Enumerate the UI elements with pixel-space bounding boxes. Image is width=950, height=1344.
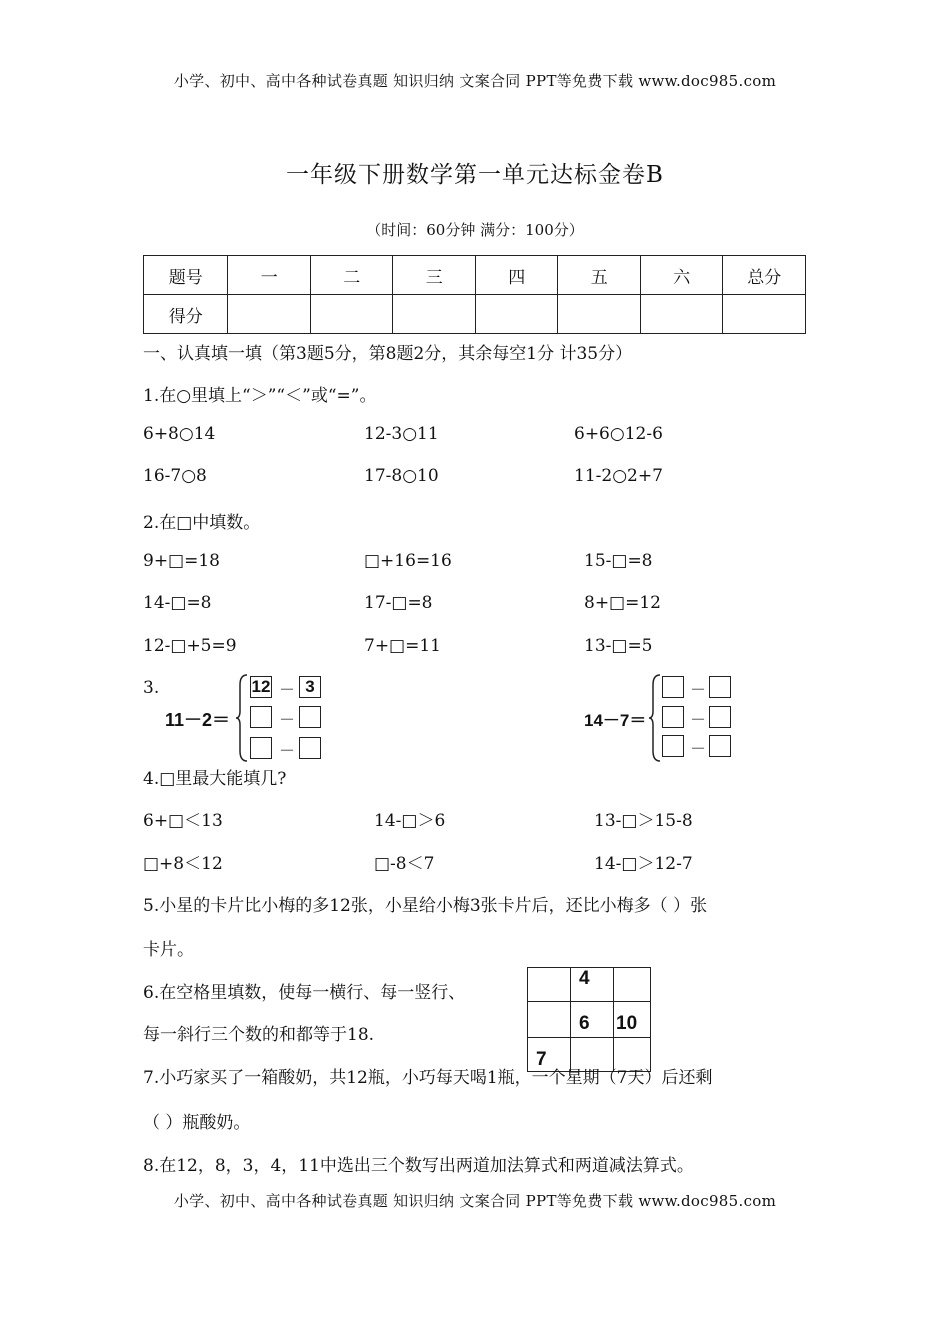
q6-text: 每一斜行三个数的和都等于18. xyxy=(143,1025,375,1045)
q2-item: 17-□=8 xyxy=(364,593,433,613)
q2-item: 13-□=5 xyxy=(584,636,653,656)
grid-cell[interactable] xyxy=(528,1002,571,1038)
q3-left-expression: 11－2＝ xyxy=(165,710,231,730)
q3-dash: － xyxy=(690,712,707,729)
q3-answer-box[interactable] xyxy=(662,706,684,728)
q3-answer-box[interactable] xyxy=(709,735,731,757)
q3-given-box: 12 xyxy=(251,677,271,696)
q4-item: □+8＜12 xyxy=(143,854,223,874)
score-cell[interactable] xyxy=(640,295,723,334)
q3-dash: － xyxy=(690,682,707,699)
score-cell[interactable] xyxy=(393,295,476,334)
q2-item: 15-□=8 xyxy=(584,551,653,571)
q1-item: 17-8○10 xyxy=(364,466,439,486)
q4-item: 6+□＜13 xyxy=(143,811,223,831)
q3-answer-box[interactable] xyxy=(662,735,684,757)
grid-cell[interactable] xyxy=(528,968,571,1002)
score-header-cell: 六 xyxy=(640,256,723,295)
q3-dash: － xyxy=(279,682,296,699)
q3-answer-box[interactable] xyxy=(250,737,272,759)
score-table xyxy=(143,255,806,334)
grid-cell[interactable] xyxy=(614,968,651,1002)
q1-item: 6+8○14 xyxy=(143,424,216,444)
q2-item: □+16=16 xyxy=(364,551,452,571)
page-footer: 小学、初中、高中各种试卷真题 知识归纳 文案合同 PPT等免费下载 www.doc985.com xyxy=(173,1192,777,1210)
q1-item: 11-2○2+7 xyxy=(574,466,663,486)
score-table-score-row xyxy=(144,295,806,334)
grid-cell: 6 xyxy=(571,1002,614,1038)
score-table-header-row xyxy=(144,256,806,295)
q6-text: 6.在空格里填数，使每一横行、每一竖行、 xyxy=(143,983,466,1003)
q1-item: 6+6○12-6 xyxy=(574,424,663,444)
q1-item: 12-3○11 xyxy=(364,424,439,444)
q2-prompt: 2.在□中填数。 xyxy=(143,513,261,533)
q3-answer-box[interactable] xyxy=(709,676,731,698)
q3-answer-box[interactable] xyxy=(299,706,321,728)
page-title: 一年级下册数学第一单元达标金卷B xyxy=(286,162,664,188)
score-header-cell: 五 xyxy=(558,256,641,295)
q3-label: 3. xyxy=(143,678,160,698)
q3-given-box: 3 xyxy=(299,676,321,698)
q2-item: 7+□=11 xyxy=(364,636,441,656)
q3-answer-box[interactable] xyxy=(709,706,731,728)
q3-answer-box[interactable] xyxy=(662,676,684,698)
magic-square-grid xyxy=(527,967,651,1072)
q2-item: 8+□=12 xyxy=(584,593,661,613)
q4-item: 13-□＞15-8 xyxy=(594,811,693,831)
q3-dash: － xyxy=(279,712,296,729)
grid-cell: 4 xyxy=(571,968,614,1002)
score-header-cell: 三 xyxy=(393,256,476,295)
grid-cell: 10 xyxy=(614,1002,651,1038)
score-header-cell: 总分 xyxy=(723,256,806,295)
q2-item: 14-□=8 xyxy=(143,593,212,613)
q5-text: 卡片。 xyxy=(143,940,194,960)
score-row-label: 得分 xyxy=(144,295,228,334)
score-cell[interactable] xyxy=(723,295,806,334)
q1-prompt: 1.在○里填上“＞”“＜”或“=”。 xyxy=(143,386,377,406)
q3-dash: － xyxy=(279,743,296,760)
q1-item: 16-7○8 xyxy=(143,466,207,486)
score-cell[interactable] xyxy=(558,295,641,334)
left-brace-icon xyxy=(235,673,249,763)
score-header-cell: 二 xyxy=(310,256,393,295)
q4-item: 14-□＞6 xyxy=(374,811,446,831)
q2-item: 9+□=18 xyxy=(143,551,220,571)
q7-text: （ ）瓶酸奶。 xyxy=(143,1113,251,1133)
q5-text: 5.小星的卡片比小梅的多12张，小星给小梅3张卡片后，还比小梅多（ ）张 xyxy=(143,896,708,916)
q3-answer-box[interactable] xyxy=(299,737,321,759)
score-cell[interactable] xyxy=(228,295,311,334)
q2-item: 12-□+5=9 xyxy=(143,636,237,656)
score-header-cell: 一 xyxy=(228,256,311,295)
score-cell[interactable] xyxy=(475,295,558,334)
q8-text: 8.在12，8，3，4，11中选出三个数写出两道加法算式和两道减法算式。 xyxy=(143,1156,694,1176)
q3-dash: － xyxy=(690,741,707,758)
q4-item: □-8＜7 xyxy=(374,854,435,874)
page-header: 小学、初中、高中各种试卷真题 知识归纳 文案合同 PPT等免费下载 www.doc985.com xyxy=(173,72,777,90)
q7-text: 7.小巧家买了一箱酸奶，共12瓶，小巧每天喝1瓶，一个星期（7天）后还剩 xyxy=(143,1068,713,1088)
exam-info: （时间：60分钟 满分：100分） xyxy=(366,221,584,239)
q3-answer-box[interactable] xyxy=(250,706,272,728)
right-brace-icon xyxy=(648,673,662,763)
score-header-cell: 四 xyxy=(475,256,558,295)
section-heading: 一、认真填一填（第3题5分，第8题2分，其余每空1分 计35分） xyxy=(143,344,633,364)
q3-right-expression: 14－7＝ xyxy=(584,711,647,730)
score-cell[interactable] xyxy=(310,295,393,334)
q4-item: 14-□＞12-7 xyxy=(594,854,693,874)
grid-cell: 7 xyxy=(528,1038,571,1072)
score-header-cell: 题号 xyxy=(144,256,228,295)
q4-prompt: 4.□里最大能填几? xyxy=(143,769,287,789)
